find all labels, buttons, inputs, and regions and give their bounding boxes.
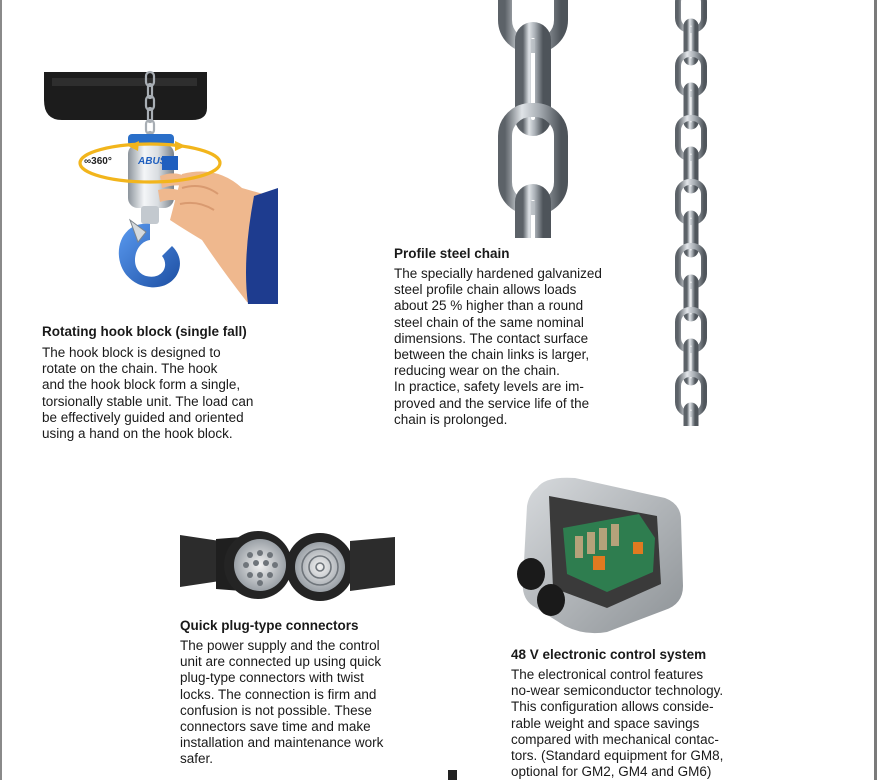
body-line: unit are connected up using quick	[180, 654, 382, 670]
body-line: using a hand on the hook block.	[42, 426, 233, 442]
body-line: locks. The connection is firm and	[180, 686, 377, 702]
body-line: tors. (Standard equipment for GM8,	[511, 748, 724, 764]
body-line: safer.	[180, 751, 214, 767]
body-line: chain is prolonged.	[394, 411, 508, 427]
body-line: between the chain links is larger,	[394, 347, 590, 363]
control-body	[511, 667, 723, 780]
body-line: be effectively guided and oriented	[42, 409, 244, 425]
body-line: The electronical control features	[511, 667, 704, 682]
control-system-image	[515, 476, 687, 636]
chain-body	[394, 266, 602, 428]
page-left-border	[0, 0, 2, 780]
profile-chain-large-image	[497, 0, 569, 238]
body-line: The specially hardened galvanized	[394, 266, 602, 281]
body-line: compared with mechanical contac-	[511, 731, 719, 747]
body-line: steel chain of the same nominal	[394, 314, 584, 330]
body-line: torsionally stable unit. The load can	[42, 393, 254, 409]
connectors-title: Quick plug-type connectors	[180, 618, 359, 633]
body-line: installation and maintenance work	[180, 735, 384, 751]
body-line: rable weight and space savings	[511, 715, 700, 731]
body-line: optional for GM2, GM4 and GM6)	[511, 764, 712, 780]
body-line: reducing wear on the chain.	[394, 363, 560, 379]
body-line: connectors save time and make	[180, 719, 371, 735]
plug-connectors-image	[180, 527, 395, 605]
brand-label: ABUS	[138, 156, 167, 167]
body-line: confusion is not possible. These	[180, 702, 372, 718]
body-line: proved and the service life of the	[394, 395, 590, 411]
body-line: about 25 % higher than a round	[394, 298, 584, 314]
body-line: and the hook block form a single,	[42, 377, 241, 393]
hook-block-image	[42, 70, 278, 306]
control-title: 48 V electronic control system	[511, 647, 707, 662]
body-line: no-wear semiconductor technology.	[511, 683, 724, 699]
body-line: dimensions. The contact surface	[394, 330, 589, 346]
body-line: steel profile chain allows loads	[394, 282, 577, 298]
hook-block-body	[42, 345, 253, 442]
connectors-body	[180, 638, 383, 768]
body-line: This configuration allows conside-	[511, 699, 714, 715]
chain-title: Profile steel chain	[394, 246, 510, 261]
body-line: The power supply and the control	[180, 638, 380, 653]
hook-block-title: Rotating hook block (single fall)	[42, 324, 247, 339]
body-line: In practice, safety levels are im-	[394, 379, 584, 395]
body-line: plug-type connectors with twist	[180, 670, 364, 686]
body-line: rotate on the chain. The hook	[42, 361, 218, 377]
profile-chain-long-image	[672, 0, 710, 426]
rotation-label: ∞360°	[84, 156, 112, 167]
body-line: The hook block is designed to	[42, 345, 221, 360]
page-marker	[448, 770, 457, 780]
